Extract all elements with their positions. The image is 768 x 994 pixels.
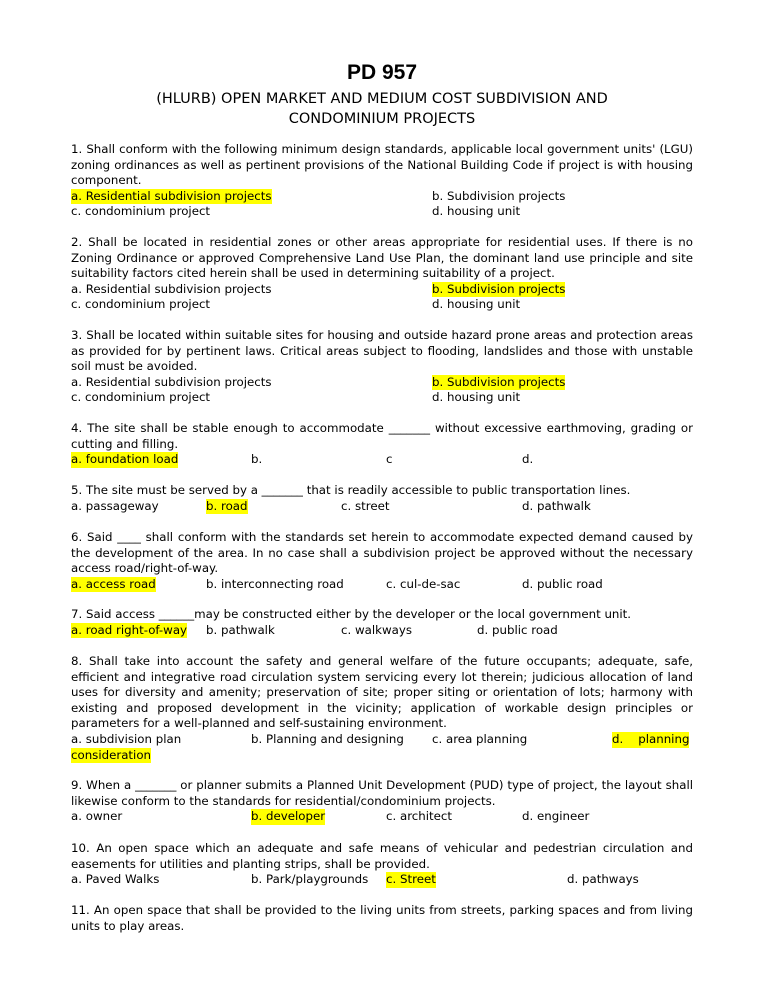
question-6 (71, 530, 693, 592)
option-d: d. housing unit (432, 204, 521, 219)
option-row (71, 748, 693, 764)
option-b-answer: b. Subdivision projects (432, 281, 566, 296)
option-row (71, 499, 693, 515)
option-row (71, 297, 693, 313)
option-a: a. Residential subdivision projects (71, 374, 272, 389)
document-title: PD 957 (346, 61, 418, 84)
option-d: d. public road (522, 576, 603, 591)
option-a: a. Residential subdivision projects (71, 281, 272, 296)
option-b: b. interconnecting road (206, 576, 344, 591)
option-row (71, 282, 693, 298)
question-stem: 3. Shall be located within suitable sites for housing and outside hazard prone areas and protection areas as provided for by pertinent laws. Critical areas subject to flooding, landslides and those with unstable soil must be avoided. (71, 328, 693, 374)
question-8 (71, 654, 693, 763)
option-a-answer: a. Residential subdivision projects (71, 188, 272, 203)
question-stem: 11. An open space that shall be provided to the living units from streets, parking spaces and from living units to play areas. (71, 903, 693, 933)
option-d-answer-continued: consideration (71, 747, 152, 762)
option-b-answer: b. developer (251, 809, 326, 824)
option-c: c. street (341, 498, 390, 513)
option-row (71, 623, 693, 639)
question-10 (71, 841, 693, 888)
option-a: a. Paved Walks (71, 872, 160, 887)
option-row (71, 452, 693, 468)
option-a-answer: a. foundation load (71, 452, 179, 467)
option-d: d. housing unit (432, 390, 521, 405)
option-row (71, 390, 693, 406)
option-row (71, 375, 693, 391)
question-4 (71, 421, 693, 468)
option-d: d. pathways (567, 872, 639, 887)
option-c: c. architect (386, 809, 453, 824)
option-c: c. condominium project (71, 390, 211, 405)
option-row (71, 732, 693, 748)
question-stem: 10. An open space which an adequate and safe means of vehicular and pedestrian circulation and easements for utilities and planting strips, shall be provided. (71, 841, 693, 871)
question-stem: 5. The site must be served by a _______ that is readily accessible to public transportation lines. (71, 483, 631, 497)
option-b: b. pathwalk (206, 622, 275, 637)
option-b: b. Planning and designing (251, 731, 404, 746)
option-b: b. (251, 452, 263, 467)
option-b-answer: b. road (206, 498, 248, 513)
option-a-answer: a. access road (71, 576, 156, 591)
option-d: d. engineer (522, 809, 590, 824)
question-stem: 1. Shall conform with the following minimum design standards, applicable local government units' (LGU) zoning ordinances as well as pertinent provisions of the National Building Code if project is with housing component. (71, 142, 693, 188)
option-c: c. area planning (432, 731, 528, 746)
option-b-answer: b. Subdivision projects (432, 374, 566, 389)
question-1 (71, 142, 693, 220)
document-subtitle-line-1: (HLURB) OPEN MARKET AND MEDIUM COST SUBDIVISION AND (156, 91, 608, 107)
option-d: d. (522, 452, 534, 467)
option-c: c. cul-de-sac (386, 576, 461, 591)
option-row (71, 872, 693, 888)
option-b: b. Park/playgrounds (251, 872, 369, 887)
question-stem: 8. Shall take into account the safety and general welfare of the future occupants; adequate, safe, efficient and integrative road circulation system servicing every lot therein; judicious allocation of land uses for diversity and amenity; preservation of site; proper siting or orientation of lots; harmony with existing and proposed development in the vicinity; application of workable design principles or parameters for a well-planned and self-sustaining environment. (71, 654, 693, 731)
question-stem: 9. When a _______ or planner submits a Planned Unit Development (PUD) type of project, the layout shall likewise conform to the standards for residential/condominium projects. (71, 778, 693, 808)
option-a-answer: a. road right-of-way (71, 622, 188, 637)
option-a: a. owner (71, 809, 123, 824)
option-d: d. pathwalk (522, 498, 591, 513)
option-d: d. housing unit (432, 297, 521, 312)
option-c-answer: c. Street (386, 872, 436, 887)
option-c: c. walkways (341, 622, 412, 637)
option-row (71, 577, 693, 593)
option-row (71, 189, 693, 205)
question-stem: 4. The site shall be stable enough to accommodate _______ without excessive earthmoving, grading or cutting and filling. (71, 421, 693, 451)
option-c: c. condominium project (71, 297, 211, 312)
option-row (71, 204, 693, 220)
document-subtitle-line-2: CONDOMINIUM PROJECTS (288, 111, 476, 127)
option-d-answer: d. planning (612, 731, 690, 746)
question-3 (71, 328, 693, 406)
question-2 (71, 235, 693, 313)
question-9 (71, 778, 693, 825)
option-d: d. public road (477, 622, 558, 637)
option-c: c (386, 452, 393, 467)
option-b: b. Subdivision projects (432, 188, 566, 203)
question-11 (71, 903, 693, 934)
option-c: c. condominium project (71, 204, 211, 219)
option-a: a. subdivision plan (71, 731, 182, 746)
option-a: a. passageway (71, 498, 159, 513)
question-stem: 2. Shall be located in residential zones or other areas appropriate for residential uses. If there is no Zoning Ordinance or approved Comprehensive Land Use Plan, the dominant land use principle and site suitability factors cited herein shall be used in determining suitability of a project. (71, 235, 693, 281)
option-row (71, 809, 693, 825)
question-stem: 7. Said access ______may be constructed either by the developer or the local government unit. (71, 607, 632, 621)
question-7 (71, 607, 693, 638)
question-stem: 6. Said ____ shall conform with the standards set herein to accommodate expected demand caused by the development of the area. In no case shall a subdivision project be approved without the necessary access road/right-of-way. (71, 530, 693, 576)
question-5 (71, 483, 693, 514)
